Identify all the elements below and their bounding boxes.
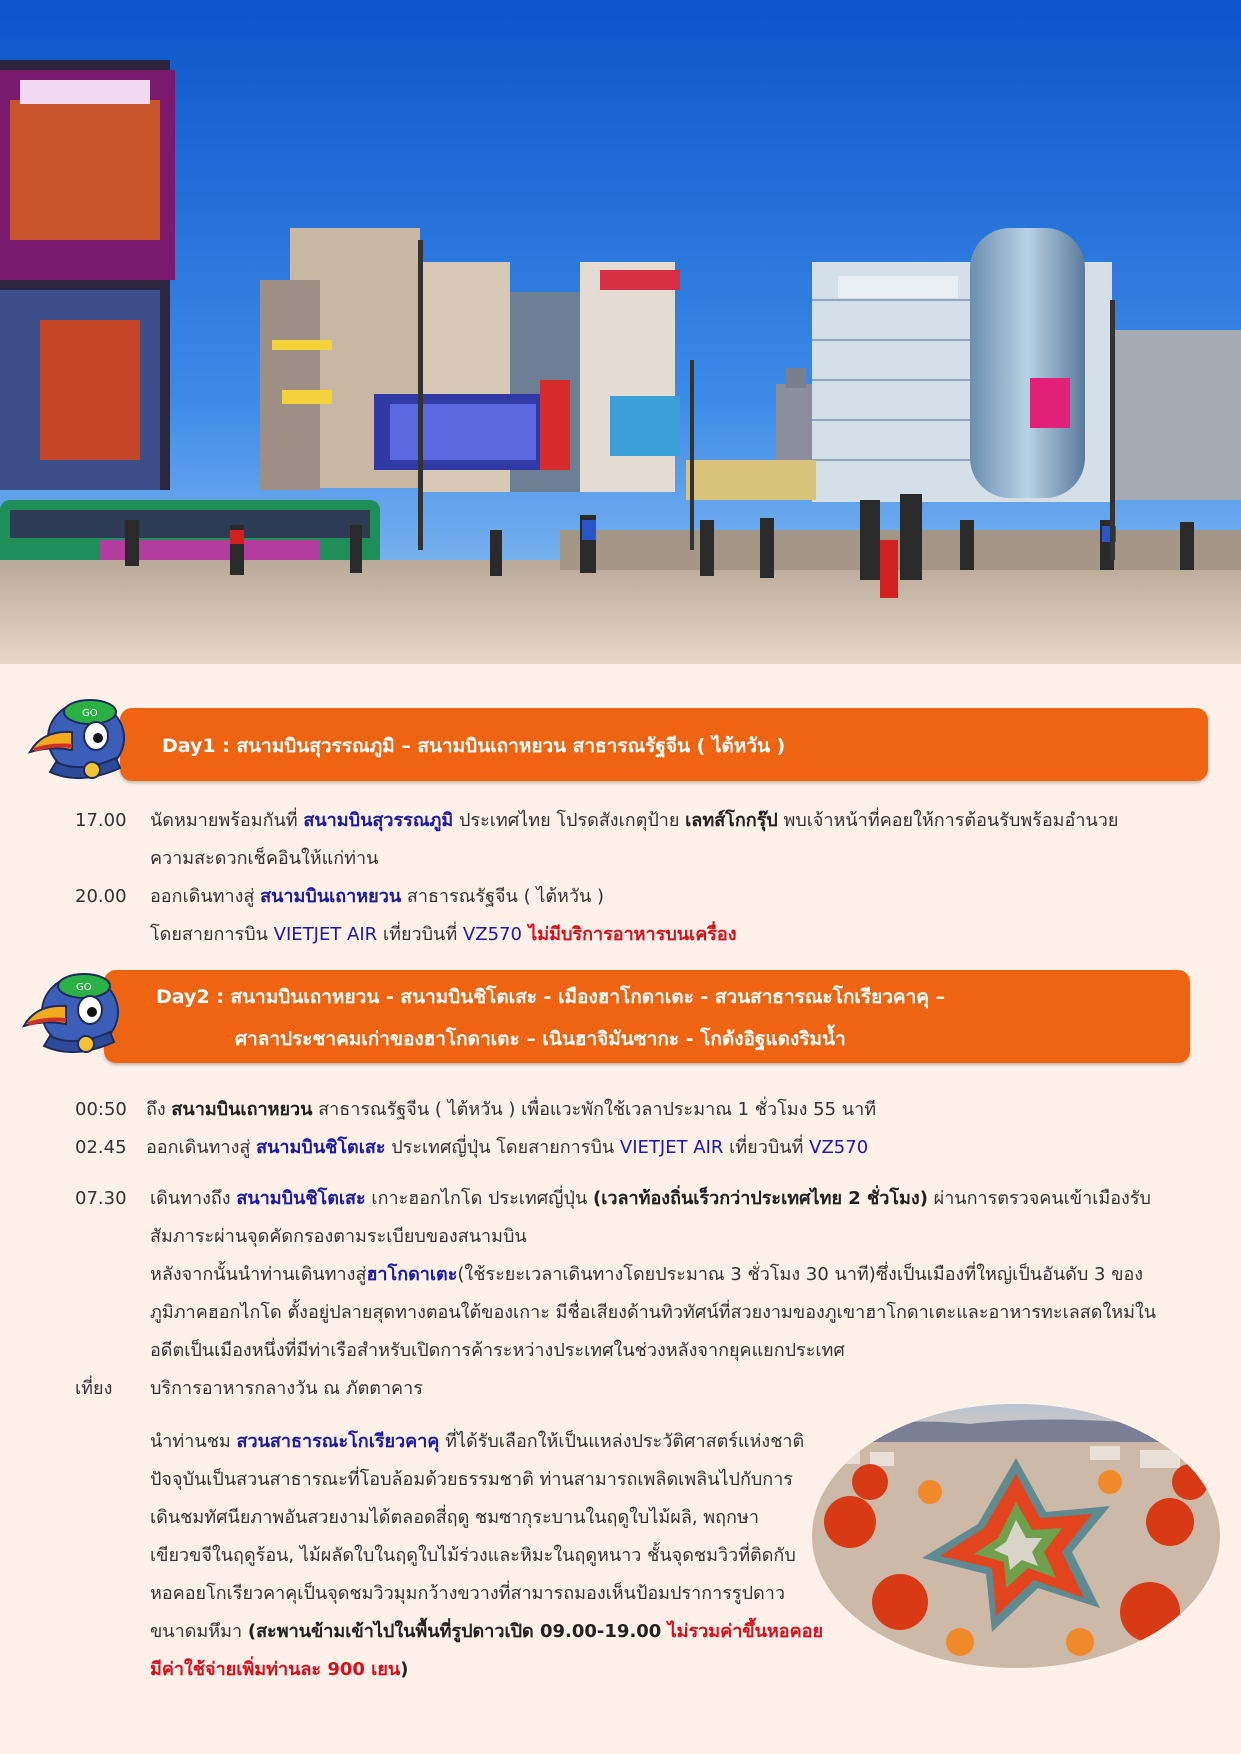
item-time: 02.45 xyxy=(75,1137,127,1158)
item-text-line xyxy=(150,878,604,916)
item-time: เที่ยง xyxy=(75,1378,113,1399)
text-span: ประเทศญี่ปุ่น โดยสายการบิน xyxy=(385,1137,620,1158)
item-text-line xyxy=(150,1256,1143,1294)
text-span: พบเจ้าหน้าที่คอยให้การต้อนรับพร้อมอำนวย xyxy=(777,810,1119,831)
item-time: 20.00 xyxy=(75,886,127,907)
location-taoyuan: สนามบินเถาหยวน xyxy=(260,886,402,907)
text-span: โดยสายการบิน xyxy=(150,924,274,945)
day2-banner-line2: ศาลาประชาคมเก่าของฮาโกดาเตะ – เนินฮาจิมันซากะ - โกดังอิฐแดงริมน้ำ xyxy=(235,1028,846,1050)
text-span: (ใช้ระยะเวลาเดินทางโดยประมาณ 3 ชั่วโมง 30 นาที)ซึ่งเป็นเมืองที่ใหญ่เป็นอันดับ 3 ของ xyxy=(457,1264,1144,1285)
bridge-hours-note: (สะพานข้ามเข้าไปในพื้นที่รูปดาวเปิด 09.00-19.00 xyxy=(247,1621,662,1642)
tower-fee-amount: มีค่าใช้จ่ายเพิ่มท่านละ 900 เยน xyxy=(150,1659,401,1680)
location-chitose: สนามบินชิโตเสะ xyxy=(256,1137,386,1158)
hero-street-photo xyxy=(0,0,1241,664)
item-text-line xyxy=(150,1613,823,1651)
goryokaku-fort-photo xyxy=(810,1402,1222,1670)
item-text-line: เดินชมทัศนียภาพอันสวยงามได้ตลอดสี่ฤดู ชมซากุระบานในฤดูใบไม้ผลิ, พฤกษา xyxy=(150,1507,759,1528)
text-span: นัดหมายพร้อมกันที่ xyxy=(150,810,304,831)
day2-banner xyxy=(104,970,1190,1063)
location-goryokaku: สวนสาธารณะโกเรียวคาคุ xyxy=(236,1431,440,1452)
item-text-line xyxy=(150,1180,1151,1218)
text-span: เดินทางถึง xyxy=(150,1188,237,1209)
location-chitose: สนามบินชิโตเสะ xyxy=(236,1188,366,1209)
text-span: หลังจากนั้นนำท่านเดินทางสู่ xyxy=(150,1264,367,1285)
day2-banner-line1: Day2 : สนามบินเถาหยวน - สนามบินชิโตเสะ - เมืองฮาโกดาเตะ - สวนสาธารณะโกเรียวคาคุ – xyxy=(156,986,946,1008)
text-span: ประเทศไทย โปรดสังเกตุป้าย xyxy=(453,810,686,831)
day1-banner-title: Day1 : สนามบินสุวรรณภูมิ – สนามบินเถาหยวน สาธารณรัฐจีน ( ไต้หวัน ) xyxy=(162,735,786,757)
text-span: เที่ยวบินที่ xyxy=(377,924,463,945)
text-span: ผ่านการตรวจคนเข้าเมืองรับ xyxy=(927,1188,1151,1209)
item-text-line xyxy=(150,1651,408,1689)
item-text-line xyxy=(150,1423,804,1461)
item-text-line: ภูมิภาคฮอกไกโด ตั้งอยู่ปลายสุดทางตอนใต้ของเกาะ มีชื่อเสียงด้านทิวทัศน์ที่สวยงามของภูเขาฮาโกดาเตะและอาหารทะเลสดใหม่ใน xyxy=(150,1302,1157,1323)
item-text-line: สัมภาระผ่านจุดคัดกรองตามระเบียบของสนามบิน xyxy=(150,1226,527,1247)
item-text-line: หอคอยโกเรียวคาคุเป็นจุดชมวิวมุมกว้างขวางที่สามารถมองเห็นป้อมปราการรูปดาว xyxy=(150,1583,785,1604)
text-span: เกาะฮอกไกโด ประเทศญี่ปุ่น xyxy=(365,1188,593,1209)
text-span: ที่ได้รับเลือกให้เป็นแหล่งประวัติศาสตร์แห่งชาติ xyxy=(439,1431,805,1452)
item-time: 17.00 xyxy=(75,810,127,831)
item-time: 07.30 xyxy=(75,1188,127,1209)
item-text-line: ความสะดวกเช็คอินให้แก่ท่าน xyxy=(150,848,379,869)
item-text-line: อดีตเป็นเมืองหนึ่งที่มีท่าเรือสำหรับเปิดการค้าระหว่างประเทศในช่วงหลังจากยุคแยกประเทศ xyxy=(150,1340,845,1361)
location-suvarnabhumi: สนามบินสุวรรณภูมิ xyxy=(303,810,454,831)
text-span: ) xyxy=(400,1659,409,1680)
location-hakodate: ฮาโกดาเตะ xyxy=(366,1264,458,1285)
svg-text:GO: GO xyxy=(76,982,92,993)
toucan-mascot-icon xyxy=(14,960,132,1068)
text-span: ถึง xyxy=(146,1099,172,1120)
text-span: ขนาดมหึมา xyxy=(150,1621,248,1642)
item-text-line: ปัจจุบันเป็นสวนสาธารณะที่โอบล้อมด้วยธรรมชาติ ท่านสามารถเพลิดเพลินไปกับการ xyxy=(150,1469,793,1490)
item-time: 00:50 xyxy=(75,1099,127,1120)
item-text-line xyxy=(146,1129,868,1167)
text-span: เที่ยวบินที่ xyxy=(723,1137,810,1158)
airline-name: VIETJET AIR xyxy=(273,924,378,945)
flight-number: VZ570 xyxy=(809,1137,869,1158)
svg-text:GO: GO xyxy=(82,708,98,719)
item-text-line xyxy=(150,916,737,954)
item-text-line: บริการอาหารกลางวัน ณ ภัตตาคาร xyxy=(150,1378,423,1399)
text-span: ออกเดินทางสู่ xyxy=(150,886,261,907)
airline-name: VIETJET AIR xyxy=(619,1137,724,1158)
item-text-line xyxy=(150,802,1118,840)
text-span: นำท่านชม xyxy=(150,1431,237,1452)
text-span: สาธารณรัฐจีน ( ไต้หวัน ) เพื่อแวะพักใช้เวลาประมาณ 1 ชั่วโมง 55 นาที xyxy=(312,1099,877,1120)
flight-number: VZ570 xyxy=(462,924,522,945)
timezone-note: (เวลาท้องถิ่นเร็วกว่าประเทศไทย 2 ชั่วโมง) xyxy=(592,1188,928,1209)
item-text-line xyxy=(146,1091,876,1129)
brand-letsgo: เลทส์โกกรุ๊ป xyxy=(685,810,778,831)
no-meal-note: ไม่มีบริการอาหารบนเครื่อง xyxy=(521,924,737,945)
toucan-mascot-icon xyxy=(20,686,138,794)
text-span: ออกเดินทางสู่ xyxy=(146,1137,257,1158)
tower-fee-note: ไม่รวมค่าขึ้นหอคอย xyxy=(661,1621,823,1642)
item-text-line: เขียวขจีในฤดูร้อน, ไม้ผลัดใบในฤดูใบไม้ร่วงและหิมะในฤดูหนาว ชั้นจุดชมวิวที่ติดกับ xyxy=(150,1545,796,1566)
text-span: สาธารณรัฐจีน ( ไต้หวัน ) xyxy=(401,886,605,907)
location-taoyuan: สนามบินเถาหยวน xyxy=(171,1099,313,1120)
day1-banner xyxy=(120,708,1208,781)
